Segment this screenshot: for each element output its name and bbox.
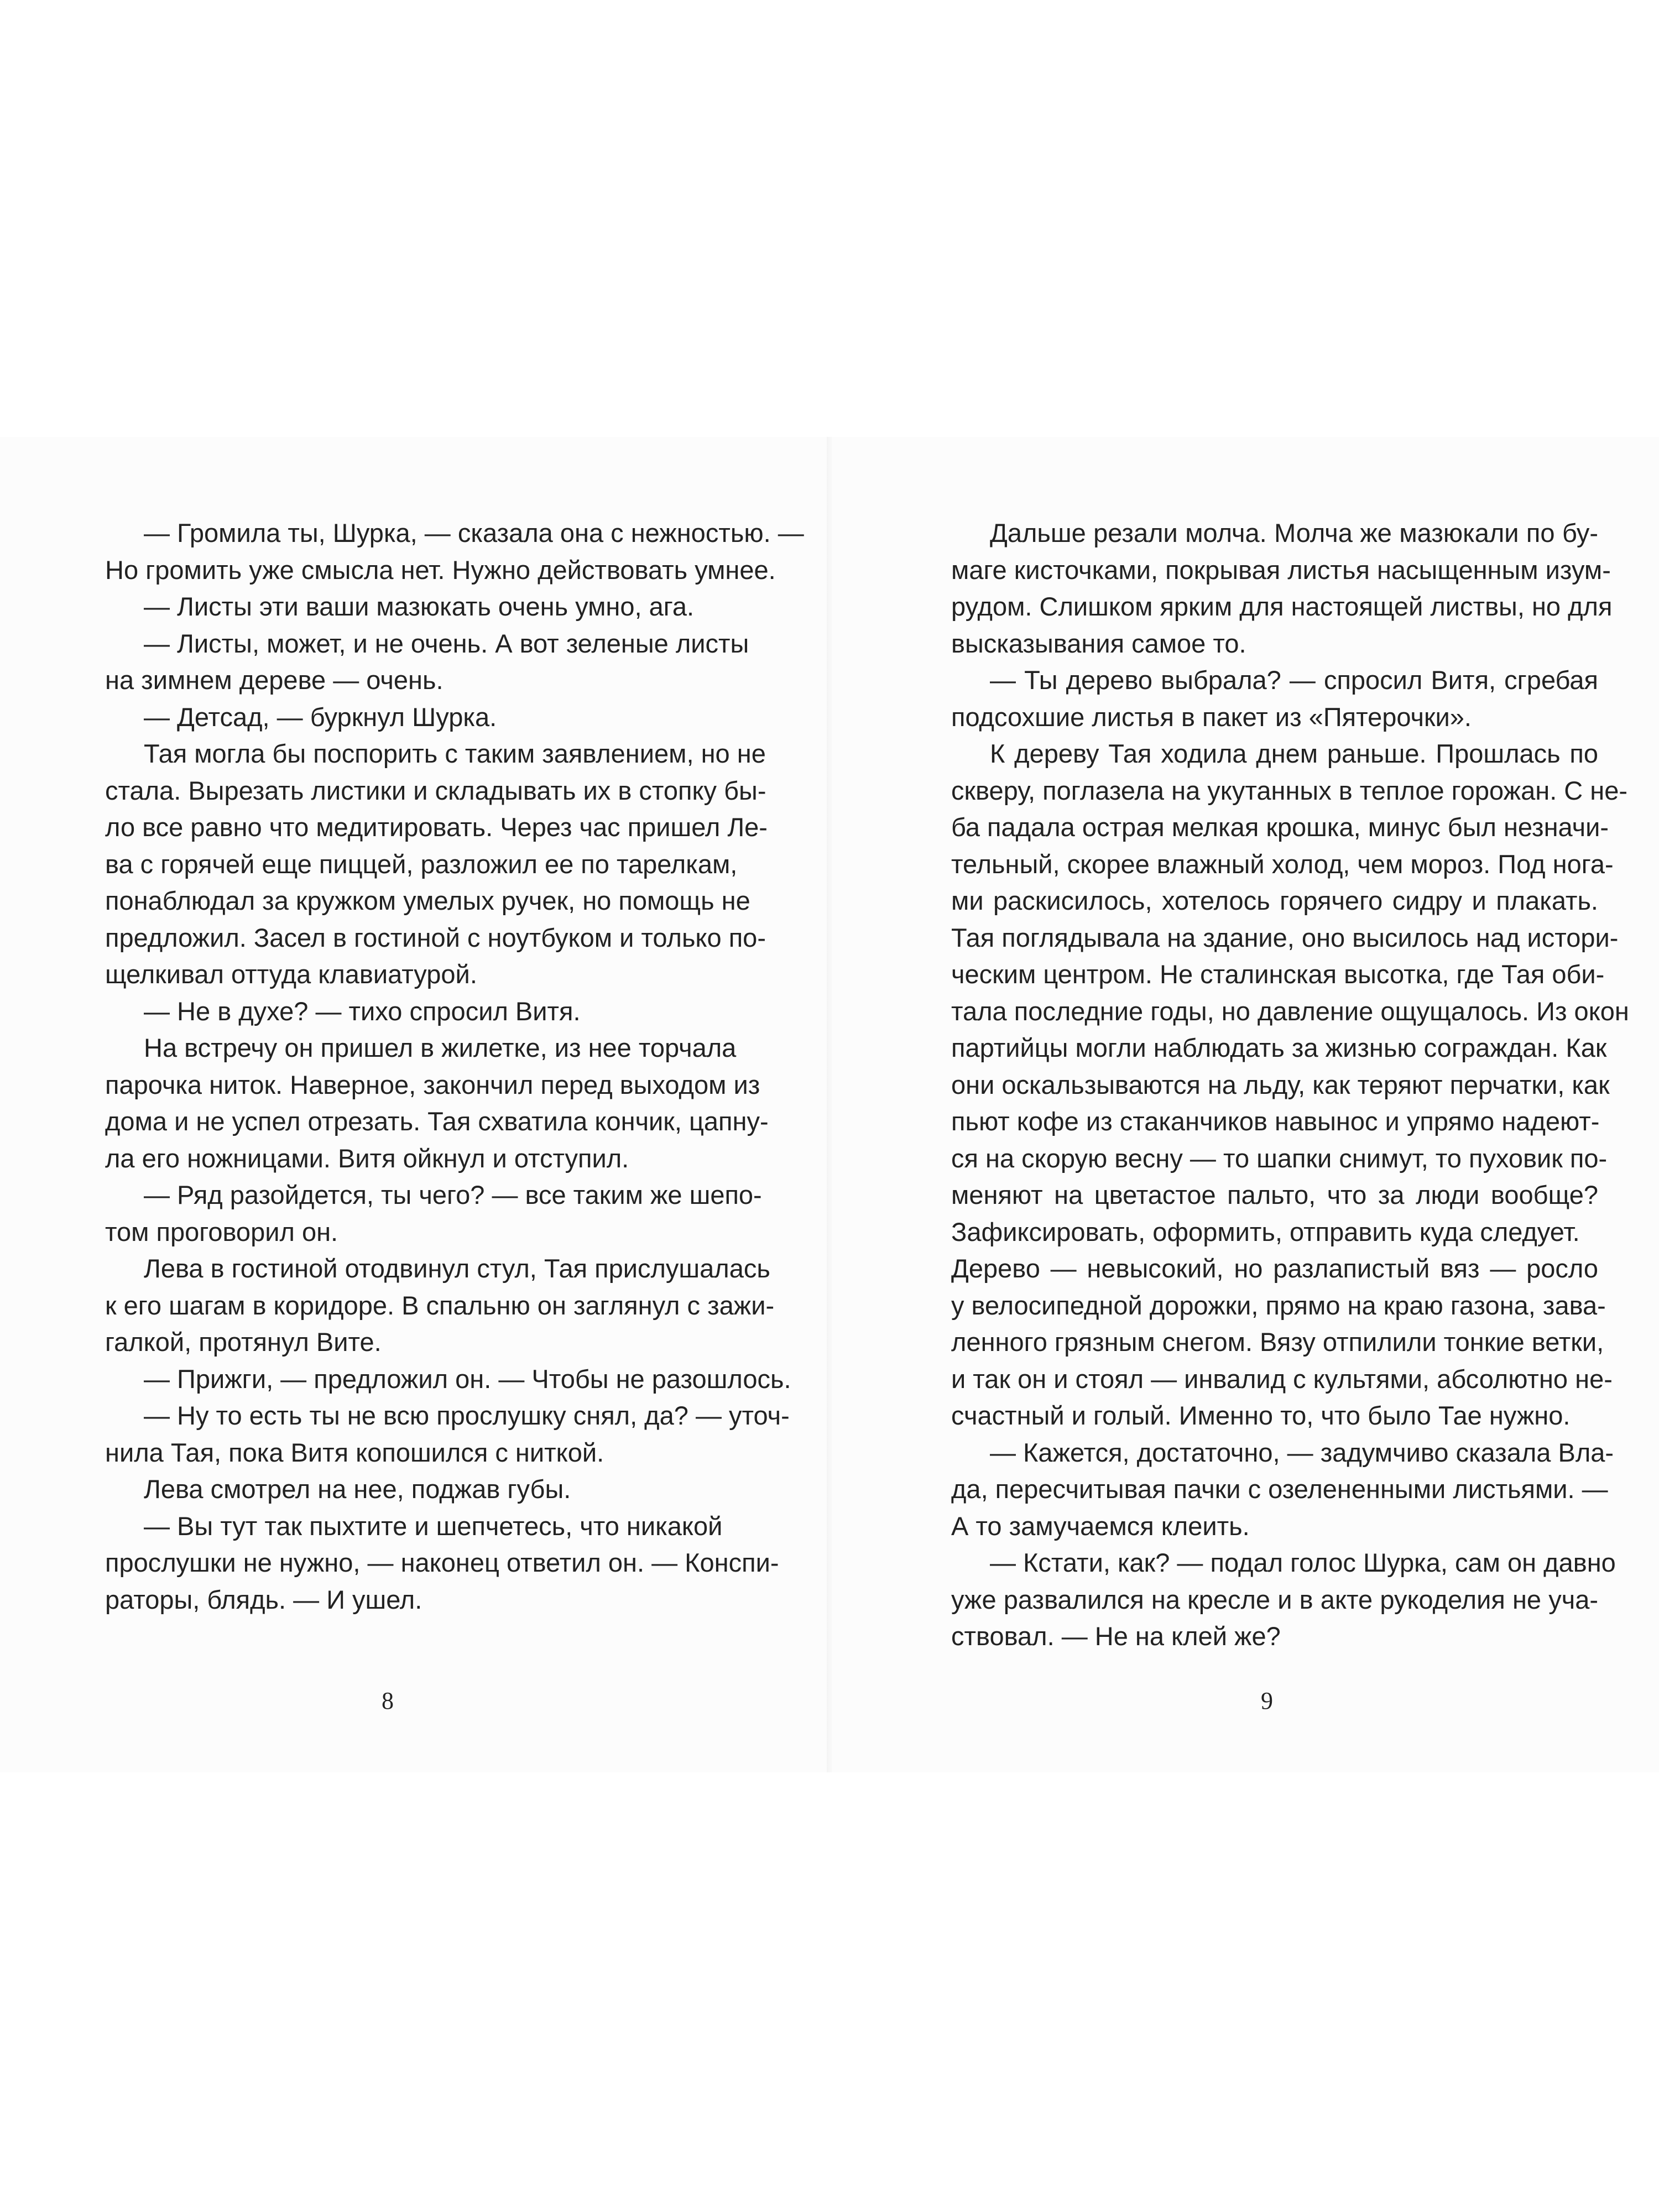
text-line: Лева в гостиной отодвинул стул, Тая прислушалась bbox=[144, 1254, 770, 1283]
text-line: дома и не успел отрезать. Тая схватила кончик, цапну- bbox=[105, 1107, 769, 1136]
text-line: раторы, блядь. — И ушел. bbox=[105, 1584, 422, 1614]
text-line: ло все равно что медитировать. Через час пришел Ле- bbox=[105, 812, 768, 842]
text-line: подсохшие листья в пакет из «Пятерочки». bbox=[951, 702, 1472, 732]
text-line: партийцы могли наблюдать за жизнью сограждан. Как bbox=[951, 1033, 1607, 1062]
text-line: Тая могла бы поспорить с таким заявлением, но не bbox=[144, 739, 766, 768]
page-number: 9 bbox=[1261, 1687, 1273, 1714]
text-line: ми раскисилось, хотелось горячего сидру и плакать. bbox=[951, 886, 1598, 915]
text-line: пьют кофе из стаканчиков навынос и упрямо надеют- bbox=[951, 1107, 1600, 1136]
text-line: стала. Вырезать листики и складывать их в стопку бы- bbox=[105, 775, 766, 805]
text-line: ленного грязным снегом. Вязу отпилили тонкие ветки, bbox=[951, 1327, 1604, 1357]
text-line: рудом. Слишком ярким для настоящей листвы, но для bbox=[951, 592, 1613, 621]
text-line: нила Тая, пока Витя копошился с ниткой. bbox=[105, 1437, 604, 1467]
text-line: — Листы эти ваши мазюкать очень умно, ага. bbox=[144, 592, 695, 621]
text-line: у велосипедной дорожки, прямо на краю газона, зава- bbox=[951, 1290, 1606, 1320]
text-line: щелкивал оттуда клавиатурой. bbox=[105, 959, 477, 989]
text-line: парочка ниток. Наверное, закончил перед выходом из bbox=[105, 1070, 760, 1099]
text-line: — Ты дерево выбрала? — спросил Витя, сгребая bbox=[990, 665, 1598, 695]
text-line: на зимнем дереве — очень. bbox=[105, 665, 444, 695]
right-page-text bbox=[951, 515, 1629, 1655]
text-line: А то замучаемся клеить. bbox=[951, 1511, 1250, 1541]
text-line: — Листы, может, и не очень. А вот зеленые листы bbox=[144, 628, 749, 658]
text-line: ва с горячей еще пиццей, разложил ее по тарелкам, bbox=[105, 849, 738, 879]
text-line: уже развалился на кресле и в акте рукоделия не уча- bbox=[951, 1584, 1598, 1614]
text-line: да, пересчитывая пачки с озелененными листьями. — bbox=[951, 1474, 1608, 1504]
text-line: к его шагам в коридоре. В спальню он заглянул с зажи- bbox=[105, 1290, 775, 1320]
text-line: меняют на цветастое пальто, что за люди вообще? bbox=[951, 1180, 1598, 1209]
text-line: — Прижги, — предложил он. — Чтобы не разошлось. bbox=[144, 1364, 791, 1394]
text-line: ческим центром. Не сталинская высотка, где Тая оби- bbox=[951, 959, 1605, 989]
text-line: — Детсад, — буркнул Шурка. bbox=[144, 702, 497, 732]
text-line: ся на скорую весну — то шапки снимут, то пуховик по- bbox=[951, 1143, 1608, 1173]
text-line: прослушки не нужно, — наконец ответил он. — Конспи- bbox=[105, 1548, 779, 1577]
text-line: галкой, протянул Вите. bbox=[105, 1327, 382, 1357]
text-line: — Кажется, достаточно, — задумчиво сказала Вла- bbox=[990, 1437, 1614, 1467]
text-line: тельный, скорее влажный холод, чем мороз. Под нога- bbox=[951, 849, 1614, 879]
text-line: и так он и стоял — инвалид с культями, абсолютно не- bbox=[951, 1364, 1613, 1394]
text-line: — Громила ты, Шурка, — сказала она с нежностью. — bbox=[144, 518, 804, 547]
text-line: высказывания самое то. bbox=[951, 628, 1246, 658]
text-line: они оскальзываются на льду, как теряют перчатки, как bbox=[951, 1070, 1610, 1099]
text-line: тала последние годы, но давление ощущалось. Из окон bbox=[951, 996, 1629, 1026]
text-line: скверу, поглазела на укутанных в теплое горожан. С не- bbox=[951, 775, 1628, 805]
text-line: ба падала острая мелкая крошка, минус был незначи- bbox=[951, 812, 1609, 842]
text-line: — Не в духе? — тихо спросил Витя. bbox=[144, 996, 581, 1026]
text-line: Но громить уже смысла нет. Нужно действовать умнее. bbox=[105, 555, 776, 585]
right-page bbox=[832, 437, 1659, 1772]
text-line: счастный и голый. Именно то, что было Тае нужно. bbox=[951, 1401, 1571, 1430]
text-line: маге кисточками, покрывая листья насыщенным изум- bbox=[951, 555, 1611, 585]
text-line: Зафиксировать, оформить, отправить куда следует. bbox=[951, 1217, 1580, 1246]
text-line: — Кстати, как? — подал голос Шурка, сам он давно bbox=[990, 1548, 1616, 1577]
text-line: К дереву Тая ходила днем раньше. Прошлась по bbox=[990, 739, 1598, 768]
text-line: На встречу он пришел в жилетке, из нее торчала bbox=[144, 1033, 737, 1062]
text-line: — Ну то есть ты не всю прослушку снял, да? — уточ- bbox=[144, 1401, 790, 1430]
text-line: Тая поглядывала на здание, оно высилось над истори- bbox=[951, 922, 1619, 952]
left-page-text bbox=[105, 515, 804, 1618]
text-line: предложил. Засел в гостиной с ноутбуком и только по- bbox=[105, 922, 766, 952]
book-spread bbox=[0, 437, 1659, 1772]
left-page bbox=[0, 437, 832, 1772]
text-line: Дальше резали молча. Молча же мазюкали по бу- bbox=[990, 518, 1598, 547]
text-line: — Ряд разойдется, ты чего? — все таким же шепо- bbox=[144, 1180, 762, 1209]
text-line: ствовал. — Не на клей же? bbox=[951, 1621, 1281, 1651]
text-line: Лева смотрел на нее, поджав губы. bbox=[144, 1474, 571, 1504]
text-line: ла его ножницами. Витя ойкнул и отступил. bbox=[105, 1143, 629, 1173]
text-line: том проговорил он. bbox=[105, 1217, 338, 1246]
text-line: понаблюдал за кружком умелых ручек, но помощь не bbox=[105, 886, 750, 915]
page-number: 8 bbox=[382, 1687, 394, 1714]
text-line: — Вы тут так пыхтите и шепчетесь, что никакой bbox=[144, 1511, 723, 1541]
text-line: Дерево — невысокий, но разлапистый вяз — росло bbox=[951, 1254, 1598, 1283]
